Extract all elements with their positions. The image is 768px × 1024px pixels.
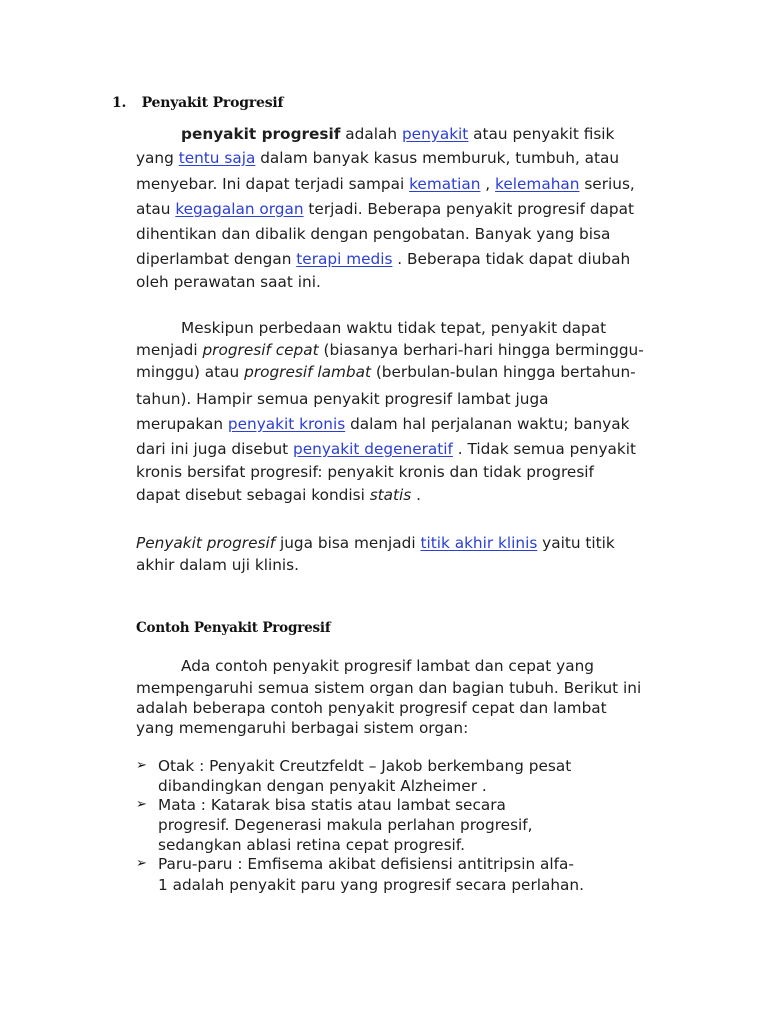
link-tentu-saja[interactable]: tentu saja — [178, 149, 256, 167]
text-line: dihentikan dan dibalik dengan pengobatan. Banyak yang bisa — [136, 225, 611, 243]
text-line: Mata : Katarak bisa statis atau lambat secara — [158, 796, 506, 814]
link-kelemahan[interactable]: kelemahan — [495, 175, 580, 193]
text-line: yang tentu saja dalam banyak kasus memburuk, tumbuh, atau — [136, 149, 620, 167]
text-line: atau kegagalan organ terjadi. Beberapa penyakit progresif dapat — [136, 200, 634, 218]
link-penyakit-kronis[interactable]: penyakit kronis — [227, 415, 346, 433]
text-line: akhir dalam uji klinis. — [136, 556, 299, 574]
text-line: menjadi progresif cepat (biasanya berhari-hari hingga berminggu- — [136, 341, 644, 359]
text-line: progresif. Degenerasi makula perlahan progresif, — [158, 816, 533, 834]
bold-term: penyakit progresif — [181, 125, 341, 143]
section-heading — [112, 95, 283, 111]
text-line: penyakit progresif adalah penyakit atau penyakit fisik — [181, 125, 615, 143]
text-line: adalah beberapa contoh penyakit progresif cepat dan lambat — [136, 699, 607, 717]
link-terapi-medis[interactable]: terapi medis — [296, 250, 393, 268]
heading-number: 1. — [112, 95, 127, 111]
link-kematian[interactable]: kematian — [409, 175, 481, 193]
text-line: Meskipun perbedaan waktu tidak tepat, penyakit dapat — [181, 319, 607, 337]
text-line: oleh perawatan saat ini. — [136, 273, 321, 291]
heading-title: Contoh Penyakit Progresif — [136, 620, 331, 636]
text-line: Ada contoh penyakit progresif lambat dan cepat yang — [181, 657, 595, 675]
text-line: minggu) atau progresif lambat (berbulan-bulan hingga bertahun- — [136, 363, 636, 381]
text-line: Paru-paru : Emfisema akibat defisiensi antitripsin alfa- — [158, 855, 574, 873]
text-line: 1 adalah penyakit paru yang progresif secara perlahan. — [158, 876, 584, 894]
text-line: dari ini juga disebut penyakit degeneratif . Tidak semua penyakit — [136, 440, 636, 458]
heading-title: Penyakit Progresif — [141, 95, 284, 111]
italic-term: progresif cepat — [202, 341, 319, 359]
text-line: menyebar. Ini dapat terjadi sampai kematian , kelemahan serius, — [136, 175, 635, 193]
link-penyakit[interactable]: penyakit — [401, 125, 469, 143]
link-kegagalan-organ[interactable]: kegagalan organ — [175, 200, 304, 218]
text-line: kronis bersifat progresif: penyakit kronis dan tidak progresif — [136, 463, 594, 481]
arrow-bullet-icon: ➢ — [136, 758, 147, 773]
text-line: dapat disebut sebagai kondisi statis . — [136, 486, 421, 504]
arrow-bullet-icon: ➢ — [136, 856, 147, 871]
text-line: mempengaruhi semua sistem organ dan bagian tubuh. Berikut ini — [136, 679, 642, 697]
link-titik-akhir-klinis[interactable]: titik akhir klinis — [420, 534, 538, 552]
text-line: yang memengaruhi berbagai sistem organ: — [136, 719, 469, 737]
text-line: merupakan penyakit kronis dalam hal perjalanan waktu; banyak — [136, 415, 630, 433]
link-penyakit-degeneratif[interactable]: penyakit degeneratif — [293, 440, 453, 458]
text-line: Otak : Penyakit Creutzfeldt – Jakob berkembang pesat — [158, 757, 572, 775]
arrow-bullet-icon: ➢ — [136, 797, 147, 812]
text-line: dibandingkan dengan penyakit Alzheimer . — [158, 777, 487, 795]
italic-term: progresif lambat — [244, 363, 371, 381]
italic-term: statis — [369, 486, 412, 504]
text-line: Penyakit progresif juga bisa menjadi titik akhir klinis yaitu titik — [136, 534, 615, 552]
subsection-heading — [136, 620, 330, 636]
text-line: tahun). Hampir semua penyakit progresif lambat juga — [136, 390, 549, 408]
italic-term: Penyakit progresif — [136, 534, 276, 552]
text-line: sedangkan ablasi retina cepat progresif. — [158, 836, 465, 854]
text-line: diperlambat dengan terapi medis . Beberapa tidak dapat diubah — [136, 250, 631, 268]
